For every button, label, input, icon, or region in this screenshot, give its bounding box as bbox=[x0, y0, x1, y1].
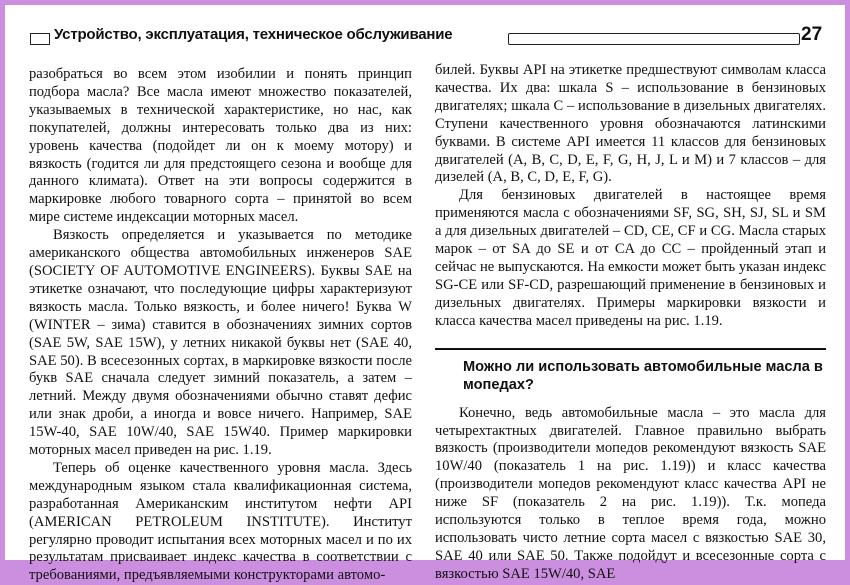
paragraph: Для бензиновых двигателей в настоящее время применяются масла с обозначениями SF, SG, SH, SJ, SL и SM а для дизельных двигателей – CD, CE, CF и CG. Масла старых марок – от SA до SE и от CA до CC – пройденный этап и сейчас не выпускаются. На емкости может быть указан индекс SG-CE или SF-CD, разрешающий применение в бензиновых и дизельных двигателях. Примеры маркировки вязкости и класса качества масел приведены на рис. 1.19. bbox=[435, 187, 826, 329]
left-column bbox=[29, 66, 412, 585]
right-column bbox=[435, 62, 826, 584]
paragraph: разобраться во всем этом изобилии и понять принцип подбора масла? Все масла имеют множество показателей, указываемых в технической характеристике, но нас, как покупателей, должны интересовать только два из них: уровень качества (подойдет ли он к моему мотору) и вязкость (годится ли для предстоящего сезона и вообще для данного климата). Ответ на эти вопросы содержится в маркировке любого товарного сорта – принятой во всем мире системе индексации моторных масел. bbox=[29, 66, 412, 226]
section-heading: Можно ли использовать автомобильные масла в мопедах? bbox=[463, 358, 823, 393]
book-page bbox=[5, 5, 845, 584]
section-divider bbox=[435, 348, 826, 350]
header-ornament-bar bbox=[508, 33, 800, 45]
header-ornament-left bbox=[30, 33, 50, 45]
running-header bbox=[30, 25, 830, 49]
paragraph: Конечно, ведь автомобильные масла – это масла для четырехтактных двигателей. Главное правильно выбрать вязкость (производители мопедов рекомендуют вязкость SAE 10W/40 (показатель 1 на рис. 1.19)) и класс качества (производители мопедов рекомендуют класс качества API не ниже SF (показатель 2 на рис. 1.19)). Т.к. мопеда используются только в теплое время года, можно использовать чисто летние сорта масел с вязкостью SAE 30, SAE 40 или SAE 50. Также подойдут и всесезонные сорта с вязкостью SAE 15W/40, SAE bbox=[435, 404, 826, 582]
page-number: 27 bbox=[801, 24, 823, 45]
paragraph: билей. Буквы API на этикетке предшествуют символам класса качества. Их два: шкала S – использование в бензиновых двигателях; шкала С – использование в дизельных двигателях. Ступени качественного уровня обозначаются латинскими буквами. В системе API имеется 11 классов для бензиновых двигателей (A, B, C, D, E, F, G, H, J, L и M) и 7 классов – для дизелей (A, B, C, D, E, F, G). bbox=[435, 62, 826, 186]
paragraph: Теперь об оценке качественного уровня масла. Здесь международным языком стала квалификационная система, разработанная Американским институтом нефти API (AMERICAN PETROLEUM INSTITUTE). Институт регулярно проводит испытания всех моторных масел и по их результатам присваивает индекс качества в соответствии с требованиями, предъявляемыми конструкторами автомо- bbox=[29, 459, 412, 584]
paragraph: Вязкость определяется и указывается по методике американского общества автомобильных инженеров SAE (SOCIETY OF AUTOMOTIVE ENGINEERS). Буквы SAE на этикетке означают, что последующие цифры характеризуют вязкость масла. Только вязкость, и более ничего! Буква W (WINTER – зима) ставится в обозначениях зимних сортов (SAE 5W, SAE 15W), у летних никакой буквы нет (SAE 40, SAE 50). В всесезонных сортах, в маркировке вязкости после букв SAE сначала следует зимний показатель, а затем – летний. Между двумя обозначениями обычно ставят дефис или знак дроби, а иногда и вовсе ничего. Например, SAE 15W-40, SAE 10W/40, SAE 15W40. Пример маркировки моторных масел приведен на рис. 1.19. bbox=[29, 227, 412, 459]
chapter-title: Устройство, эксплуатация, техническое обслуживание bbox=[54, 26, 453, 43]
